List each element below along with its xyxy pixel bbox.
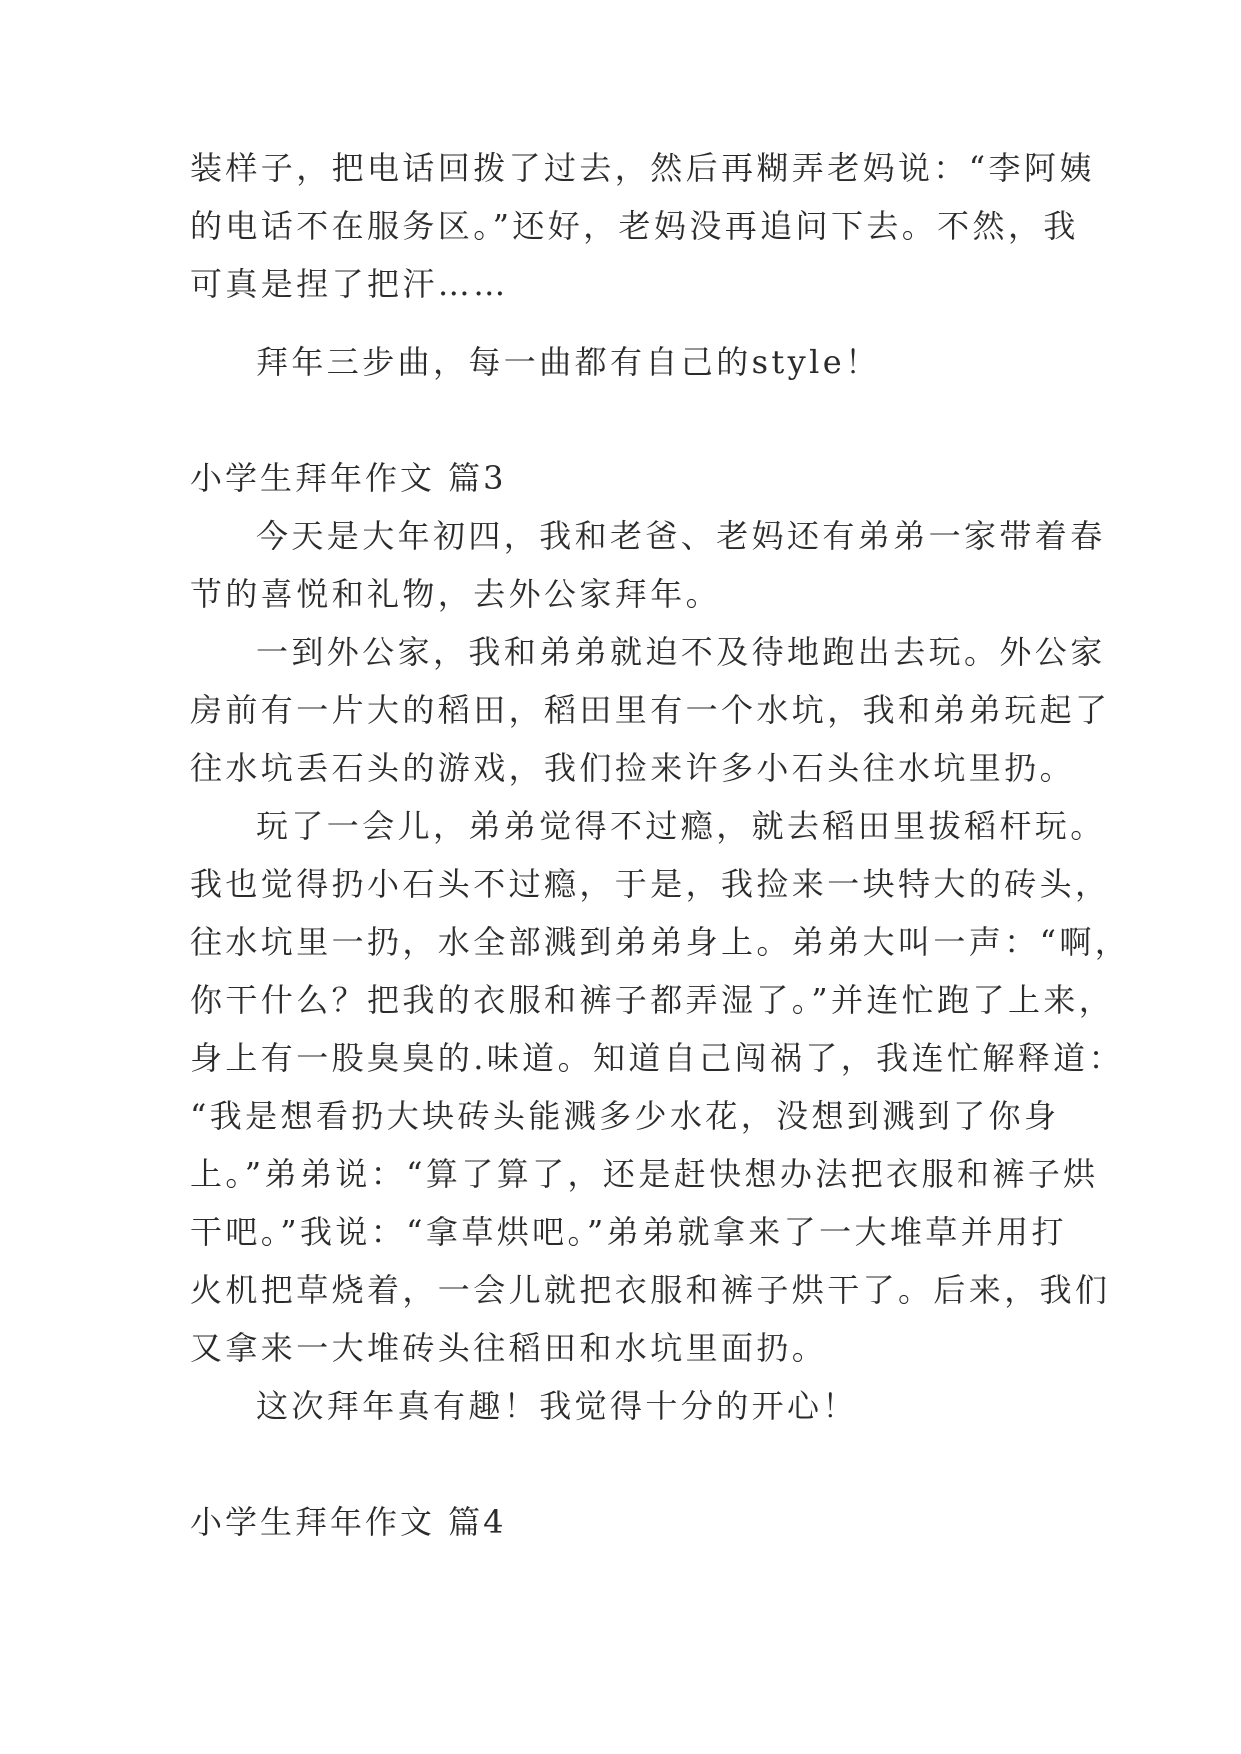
text-line: 往水坑里一扔，水全部溅到弟弟身上。弟弟大叫一声：“啊， (190, 923, 1131, 961)
text-line: 节的喜悦和礼物，去外公家拜年。 (190, 575, 722, 613)
text-line: 你干什么？把我的衣服和裤子都弄湿了。”并连忙跑了上来， (190, 981, 1115, 1019)
text-line: 的电话不在服务区。”还好，老妈没再追问下去。不然，我 (190, 207, 1079, 245)
text-line: 往水坑丢石头的游戏，我们捡来许多小石头往水坑里扔。 (190, 749, 1076, 787)
text-line: 干吧。”我说：“拿草烘吧。”弟弟就拿来了一大堆草并用打 (190, 1213, 1067, 1251)
text-line: 我也觉得扔小石头不过瘾，于是，我捡来一块特大的砖头， (190, 865, 1111, 903)
text-line: 今天是大年初四，我和老爸、老妈还有弟弟一家带着春 (256, 517, 1106, 555)
text-line: 身上有一股臭臭的.味道。知道自己闯祸了，我连忙解释道： (190, 1039, 1124, 1077)
text-line: 上。”弟弟说：“算了算了，还是赶快想办法把衣服和裤子烘 (190, 1155, 1099, 1193)
text-line: 一到外公家，我和弟弟就迫不及待地跑出去玩。外公家 (256, 633, 1106, 671)
text-line: 可真是捏了把汗…… (190, 265, 509, 303)
text-line: 又拿来一大堆砖头往稻田和水坑里面扔。 (190, 1329, 828, 1367)
section-heading: 小学生拜年作文 篇4 (190, 1503, 507, 1541)
text-line: 装样子，把电话回拨了过去，然后再糊弄老妈说：“李阿姨 (190, 149, 1095, 187)
text-line: 玩了一会儿，弟弟觉得不过瘾，就去稻田里拔稻杆玩。 (256, 807, 1106, 845)
text-line: 这次拜年真有趣！我觉得十分的开心！ (256, 1387, 858, 1425)
text-line: 火机把草烧着，一会儿就把衣服和裤子烘干了。后来，我们 (190, 1271, 1111, 1309)
text-line: 拜年三步曲，每一曲都有自己的style！ (256, 343, 881, 381)
section-heading: 小学生拜年作文 篇3 (190, 459, 507, 497)
text-line: 房前有一片大的稻田，稻田里有一个水坑，我和弟弟玩起了 (190, 691, 1111, 729)
text-line: “我是想看扔大块砖头能溅多少水花，没想到溅到了你身 (190, 1097, 1060, 1135)
